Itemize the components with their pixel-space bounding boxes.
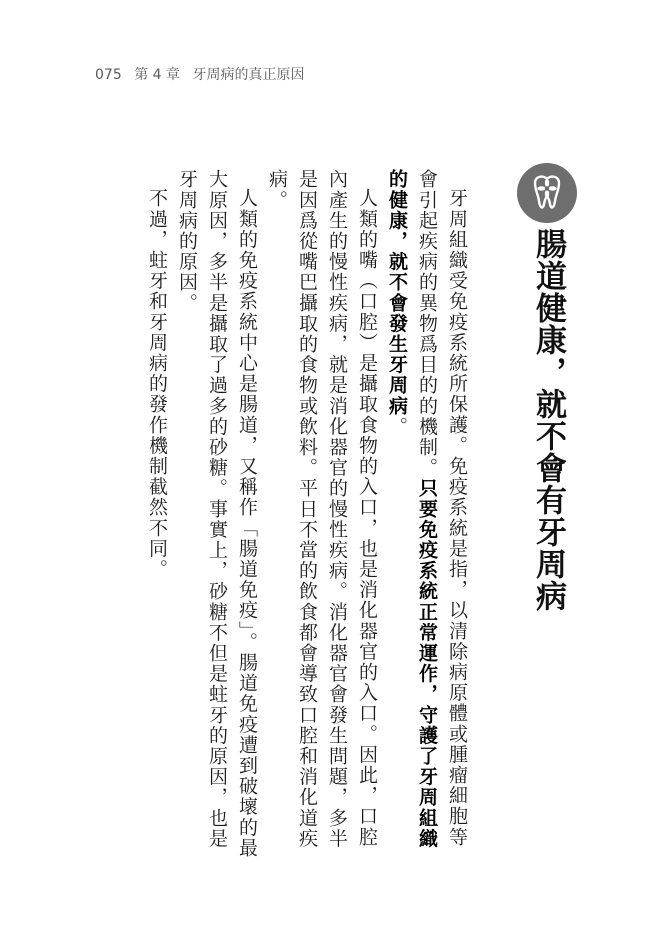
paragraph-conclusion: 不過，蛀牙和牙周病的發作機制截然不同。: [146, 188, 168, 580]
running-header: [95, 64, 312, 84]
paragraph-text: 牙周組織受免疫系統所保護。免疫系統是指，以清除病原體或腫瘤細胞等會引起疾病的異物爲目的的機制。: [416, 169, 468, 848]
chapter-label: 第 4 章: [134, 67, 180, 83]
body-text: [142, 169, 472, 859]
paragraph-end: 。: [386, 416, 408, 437]
paragraph-gut-immunity: 人類的免疫系統中心是腸道，又稱作「腸道免疫」。腸道免疫遭到破壞的最大原因，多半是攝取了過多的砂糖。事實上，砂糖不但是蛀牙的原因，也是牙周病的原因。: [176, 169, 258, 859]
paragraph-oral-cavity: 人類的嘴（口腔）是攝取食物的入口，也是消化器官的入口。因此，口腔內產生的慢性疾病，就是消化器官的慢性疾病。消化器官會發生問題，多半是因爲從嘴巴攝取的食物或飲料。平日不當的飲食都會導致口腔和消化道疾病。: [266, 169, 378, 849]
section-title: 腸道健康，就不會有牙周病: [530, 228, 566, 612]
tooth-flower-icon: [517, 163, 577, 223]
emphasis-text: 只要免疫系統正常運作，守護了牙周組織的健康，就不會發生牙周病: [386, 169, 438, 849]
page-number: 075: [95, 67, 122, 83]
chapter-title: 牙周病的真正原因: [192, 67, 305, 83]
paragraph-immune-system: [382, 169, 472, 859]
